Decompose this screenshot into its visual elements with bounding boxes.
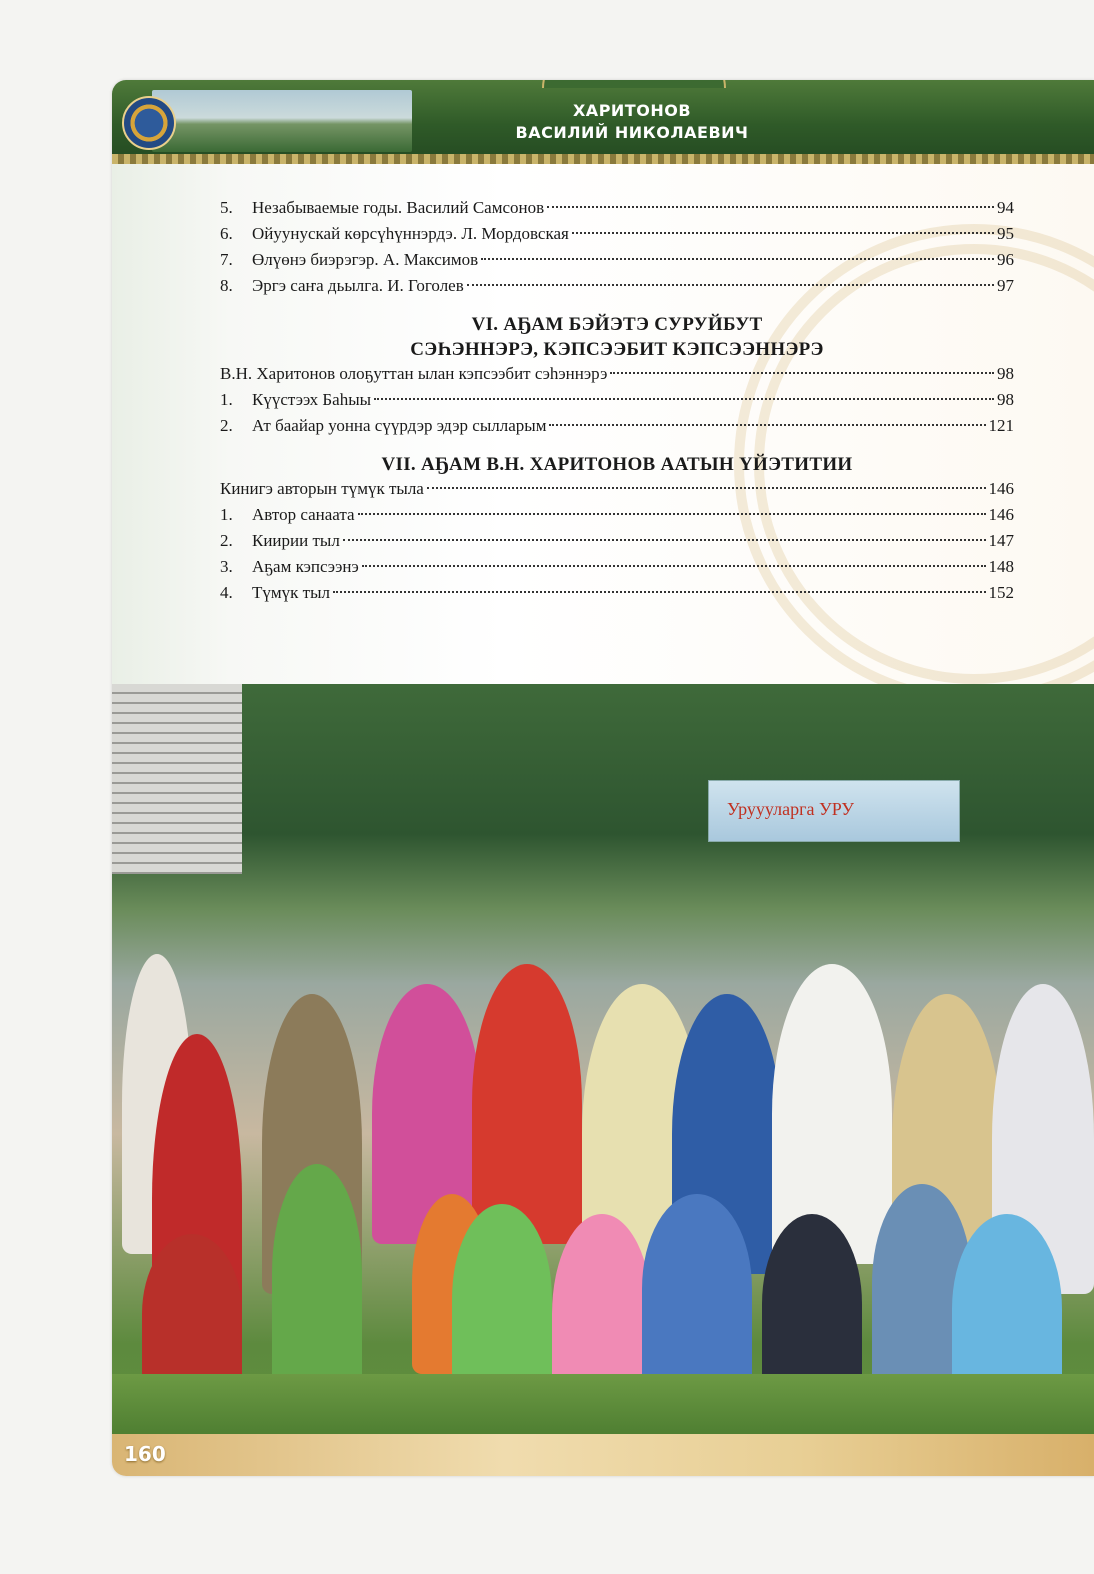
photo-person [452, 1204, 552, 1394]
photo-grass [112, 1374, 1094, 1434]
toc-leader-dots [610, 372, 994, 374]
photo-person [272, 1164, 362, 1384]
toc-leader-dots [333, 591, 986, 593]
toc-entry: 6. Ойуунускай көрсүһүннэрдэ. Л. Мордовская 95 [220, 224, 1014, 243]
toc-entry: В.Н. Харитонов олоҕуттан ылан кэпсээбит сэһэннэрэ 98 [220, 364, 1014, 383]
toc-leader-dots [362, 565, 986, 567]
group-photo [112, 684, 1094, 1434]
toc-entry: 7. Өлүөнэ биэрэгэр. А. Максимов 96 [220, 250, 1014, 269]
toc-leader-dots [343, 539, 986, 541]
page-header [112, 80, 1094, 162]
page-number: 160 [124, 1442, 166, 1466]
book-page [112, 80, 1094, 1476]
toc-entry: 4. Түмүк тыл 152 [220, 583, 1014, 602]
section-title-vii: VII. АҔАМ В.Н. ХАРИТОНОВ ААТЫН ҮЙЭТИТИИ [381, 454, 853, 475]
header-title-line2: ВАСИЛИЙ НИКОЛАЕВИЧ [515, 123, 749, 142]
toc-leader-dots [374, 398, 994, 400]
page-footer [112, 1434, 1094, 1476]
toc-entry: 3. Аҕам кэпсээнэ 148 [220, 557, 1014, 576]
photo-person [472, 964, 582, 1244]
toc-leader-dots [481, 258, 994, 260]
toc-entry: 8. Эргэ саҥа дьылга. И. Гоголев 97 [220, 276, 1014, 295]
photo-person [642, 1194, 752, 1384]
header-title [472, 100, 792, 144]
toc-leader-dots [572, 232, 994, 234]
toc-leader-dots [358, 513, 986, 515]
header-title-line1: ХАРИТОНОВ [572, 101, 692, 120]
toc-entry: Кинигэ авторын түмүк тыла 146 [220, 479, 1014, 498]
toc-entry: 1. Күүстээх Баһыы 98 [220, 390, 1014, 409]
photo-person [762, 1214, 862, 1394]
header-landscape-image [152, 90, 412, 152]
toc-entry: 5. Незабываемые годы. Василий Самсонов 94 [220, 198, 1014, 217]
toc-entry: 1. Автор санаата 146 [220, 505, 1014, 524]
toc-leader-dots [547, 206, 994, 208]
toc-leader-dots [427, 487, 986, 489]
photo-banner: Уруууларга УРУ [708, 780, 960, 842]
photo-person [142, 1234, 242, 1394]
toc-leader-dots [467, 284, 994, 286]
table-of-contents [220, 198, 1014, 609]
header-ornament-band [112, 154, 1094, 164]
section-title-vi: VI. АҔАМ БЭЙЭТЭ СУРУЙБУТ СЭҺЭННЭРЭ, КЭПСЭЭБИТ КЭПСЭЭННЭРЭ [410, 314, 824, 360]
toc-entry: 2. Киирии тыл 147 [220, 531, 1014, 550]
emblem-icon [122, 96, 176, 150]
header-arch-ornament [542, 80, 726, 88]
photo-crowd [112, 834, 1094, 1394]
toc-leader-dots [549, 424, 985, 426]
toc-entry: 2. Ат баайар уонна сүүрдэр эдэр сылларым 121 [220, 416, 1014, 435]
photo-person [772, 964, 892, 1264]
